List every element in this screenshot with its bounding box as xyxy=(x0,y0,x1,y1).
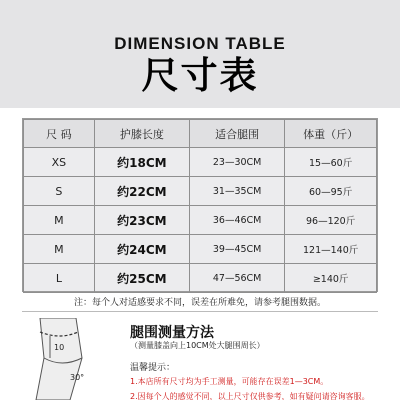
tip-1: 1.本店所有尺寸均为手工测量，可能存在误差1—3CM。 xyxy=(130,377,329,386)
cell-weight: 121—140斤 xyxy=(285,235,377,264)
table-row xyxy=(24,148,377,177)
size-table xyxy=(22,118,378,292)
tip-2: 2.因每个人的感觉不同，以上尺寸仅供参考，如有疑问请咨询客服。 xyxy=(130,392,370,400)
header-banner xyxy=(0,0,400,108)
cell-length: 约25CM xyxy=(94,264,189,293)
title-english: DIMENSION TABLE xyxy=(114,34,286,53)
table-row xyxy=(24,206,377,235)
leg-measurement-icon xyxy=(30,318,112,400)
cell-size: L xyxy=(24,264,95,293)
cell-circumference: 23—30CM xyxy=(190,148,285,177)
cell-circumference: 31—35CM xyxy=(190,177,285,206)
cell-length: 约23CM xyxy=(94,206,189,235)
cell-length: 约24CM xyxy=(94,235,189,264)
cell-circumference: 36—46CM xyxy=(190,206,285,235)
divider xyxy=(22,311,378,312)
cell-circumference: 39—45CM xyxy=(190,235,285,264)
cell-weight: 96—120斤 xyxy=(285,206,377,235)
tips-title: 温馨提示： xyxy=(130,363,176,373)
header-circumference: 适合腿围 xyxy=(190,120,285,148)
leg-label-10: 10 xyxy=(54,343,65,352)
title-chinese: 尺寸表 xyxy=(141,54,259,97)
table-row xyxy=(24,177,377,206)
table-note: 注：每个人对适感要求不同，误差在所难免，请参考腿围数据。 xyxy=(73,298,326,308)
cell-size: M xyxy=(24,206,95,235)
header-weight: 体重（斤） xyxy=(285,120,377,148)
cell-weight: ≥140斤 xyxy=(285,264,377,293)
cell-length: 约18CM xyxy=(94,148,189,177)
measure-title: 腿围测量方法 xyxy=(130,325,214,341)
cell-size: M xyxy=(24,235,95,264)
measure-subtitle: （测量膝盖向上10CM处大腿围周长） xyxy=(130,341,265,350)
header-size: 尺 码 xyxy=(24,120,95,148)
cell-size: XS xyxy=(24,148,95,177)
leg-label-30: 30° xyxy=(70,373,85,382)
cell-circumference: 47—56CM xyxy=(190,264,285,293)
table-row xyxy=(24,235,377,264)
cell-weight: 15—60斤 xyxy=(285,148,377,177)
table-row xyxy=(24,264,377,293)
cell-weight: 60—95斤 xyxy=(285,177,377,206)
header-length: 护膝长度 xyxy=(94,120,189,148)
cell-length: 约22CM xyxy=(94,177,189,206)
cell-size: S xyxy=(24,177,95,206)
